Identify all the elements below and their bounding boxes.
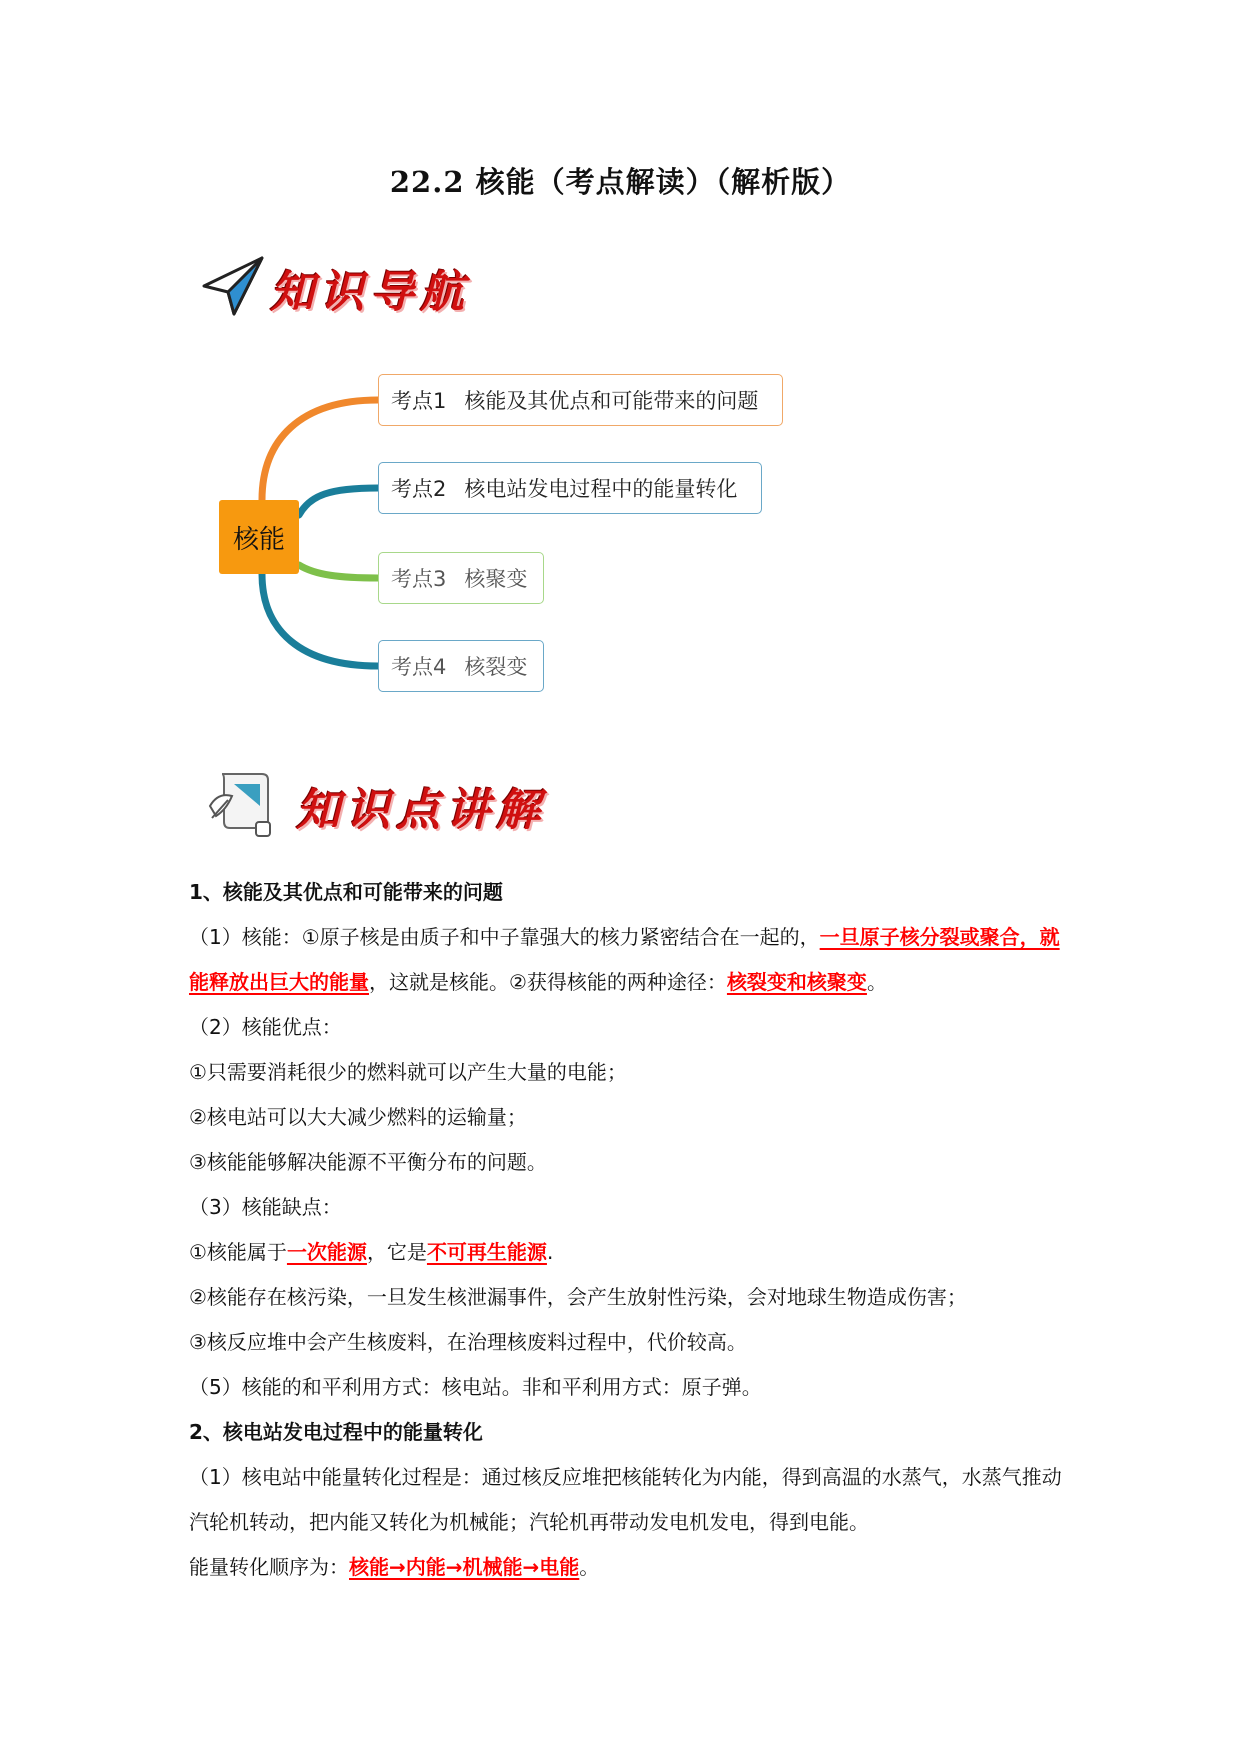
- section-1-para-5: （5）核能的和平利用方式：核电站。非和平利用方式：原子弹。: [189, 1375, 762, 1399]
- highlight-text: 不可再生能源: [426, 1240, 547, 1264]
- lecture-banner-label: 知识点讲解: [296, 785, 546, 836]
- text-run: ①核能属于: [189, 1240, 287, 1264]
- connector-2: [299, 488, 378, 515]
- mindmap-branch-1: [378, 374, 783, 426]
- content-body: [189, 870, 1069, 1590]
- section-1-para-2: （2）核能优点：: [189, 1015, 342, 1039]
- section-1-para-1: [189, 915, 1069, 1005]
- mindmap-branch-2: [378, 462, 762, 514]
- text-run: 。: [579, 1555, 600, 1579]
- section-2-para-1: （1）核电站中能量转化过程是：通过核反应堆把核能转化为内能，得到高温的水蒸气，水蒸气推动汽轮机转动，把内能又转化为机械能；汽轮机再带动发电机发电，得到电能。: [189, 1465, 1062, 1534]
- section-1-para-3: （3）核能缺点：: [189, 1195, 342, 1219]
- branch-label: 核能及其优点和可能带来的问题: [464, 389, 759, 413]
- branch-number: 考点3: [391, 567, 447, 591]
- mindmap-branch-3: [378, 552, 544, 604]
- branch-label: 核聚变: [464, 567, 528, 591]
- text-run: （1）核能：①原子核是由质子和中子靠强大的核力紧密结合在一起的，: [189, 925, 820, 949]
- connector-3: [299, 565, 378, 578]
- branch-number: 考点2: [391, 477, 447, 501]
- highlight-text: 核能→内能→机械能→电能: [349, 1555, 580, 1579]
- text-run: .: [546, 1240, 554, 1264]
- highlight-text: 一旦原子核分裂或聚合，就能释放出巨大的能量: [189, 925, 1060, 994]
- scroll-quill-icon: [204, 766, 280, 842]
- list-item: ②核电站可以大大减少燃料的运输量；: [189, 1105, 527, 1129]
- paper-plane-icon: [200, 252, 268, 318]
- page-title: 22.2 核能（考点解读）（解析版）: [389, 165, 852, 199]
- text-run: 。: [866, 970, 887, 994]
- text-run: ，它是: [366, 1240, 427, 1264]
- branch-number: 考点4: [391, 655, 447, 679]
- mindmap-center-node: 核能: [219, 500, 299, 574]
- section-2-heading: 2、核电站发电过程中的能量转化: [189, 1420, 483, 1444]
- list-item: ①只需要消耗很少的燃料就可以产生大量的电能；: [189, 1060, 627, 1084]
- text-run: ，这就是核能。②获得核能的两种途径：: [369, 970, 727, 994]
- list-item: [189, 1230, 1069, 1275]
- branch-number: 考点1: [391, 389, 447, 413]
- branch-label: 核电站发电过程中的能量转化: [464, 477, 738, 501]
- nav-banner: [200, 250, 500, 320]
- list-item: ③核能能够解决能源不平衡分布的问题。: [189, 1150, 547, 1174]
- list-item: ②核能存在核污染，一旦发生核泄漏事件，会产生放射性污染，会对地球生物造成伤害；: [189, 1285, 967, 1309]
- highlight-text: 一次能源: [286, 1240, 367, 1264]
- list-item: ③核反应堆中会产生核废料，在治理核废料过程中，代价较高。: [189, 1330, 747, 1354]
- section-1-heading: 1、核能及其优点和可能带来的问题: [189, 880, 503, 904]
- branch-label: 核裂变: [464, 655, 528, 679]
- lecture-banner: [204, 766, 564, 842]
- section-2-para-2: [189, 1545, 1069, 1590]
- highlight-text: 核裂变和核聚变: [726, 970, 867, 994]
- connector-1: [262, 400, 378, 500]
- mindmap-branch-4: [378, 640, 544, 692]
- nav-banner-label: 知识导航: [270, 267, 470, 318]
- connector-4: [262, 574, 378, 666]
- text-run: 能量转化顺序为：: [189, 1555, 349, 1579]
